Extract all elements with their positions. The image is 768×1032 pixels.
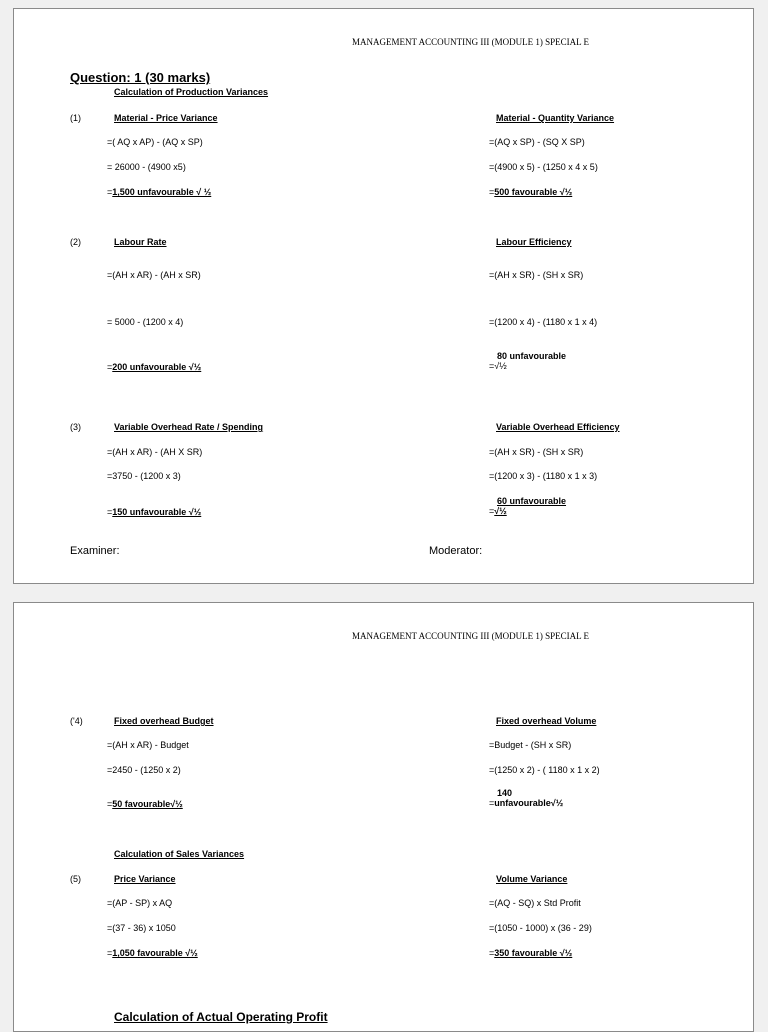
examiner-label: Examiner:	[70, 545, 120, 557]
calculation-line: =3750 - (1200 x 3)	[107, 471, 181, 481]
variance-result: =1,500 unfavourable √ ½	[107, 187, 212, 197]
formula-line: =(AH x SR) - (SH x SR)	[489, 447, 584, 457]
formula-line: =Budget - (SH x SR)	[489, 740, 572, 750]
calculation-line: =(4900 x 5) - (1250 x 4 x 5)	[489, 162, 598, 172]
variance-result: =50 favourable√½	[107, 799, 183, 809]
item-number: (2)	[70, 237, 81, 247]
moderator-label: Moderator:	[429, 545, 483, 557]
document-page-2	[13, 602, 754, 1032]
variance-result: 140 =unfavourable√½	[489, 788, 564, 808]
calculation-line: =(1200 x 4) - (1180 x 1 x 4)	[489, 317, 598, 327]
formula-line: =(AH x AR) - (AH X SR)	[107, 447, 203, 457]
variance-result: =1,050 favourable √½	[107, 948, 198, 958]
variance-result: =150 unfavourable √½	[107, 507, 202, 517]
variance-title: Volume Variance	[496, 874, 568, 884]
formula-line: =(AQ - SQ) x Std Profit	[489, 898, 581, 908]
formula-line: =(AP - SP) x AQ	[107, 898, 173, 908]
calculation-line: = 5000 - (1200 x 4)	[107, 317, 184, 327]
question-title: Question: 1 (30 marks)	[70, 70, 211, 85]
item-number: ('4)	[70, 716, 83, 726]
page-header: MANAGEMENT ACCOUNTING III (MODULE 1) SPECIAL E	[352, 631, 589, 641]
section-title: Calculation of Production Variances	[114, 87, 269, 97]
variance-title: Labour Efficiency	[496, 237, 572, 247]
item-number: (1)	[70, 113, 81, 123]
variance-title: Material - Price Variance	[114, 113, 218, 123]
variance-title: Material - Quantity Variance	[496, 113, 615, 123]
item-number: (3)	[70, 422, 81, 432]
variance-title: Price Variance	[114, 874, 176, 884]
variance-title: Labour Rate	[114, 237, 167, 247]
variance-title: Fixed overhead Volume	[496, 716, 597, 726]
item-number: (5)	[70, 874, 81, 884]
document-page-1	[13, 8, 754, 584]
calculation-line: =(37 - 36) x 1050	[107, 923, 176, 933]
variance-result: =350 favourable √½	[489, 948, 573, 958]
variance-result: 80 unfavourable =√½	[489, 351, 567, 371]
calculation-line: =2450 - (1250 x 2)	[107, 765, 181, 775]
formula-line: =(AH x SR) - (SH x SR)	[489, 270, 584, 280]
formula-line: =(AH x AR) - (AH x SR)	[107, 270, 201, 280]
calculation-line: = 26000 - (4900 x5)	[107, 162, 186, 172]
calculation-line: =(1200 x 3) - (1180 x 1 x 3)	[489, 471, 598, 481]
calculation-line: =(1050 - 1000) x (36 - 29)	[489, 923, 592, 933]
section-title: Calculation of Sales Variances	[114, 849, 245, 859]
section-title: Calculation of Actual Operating Profit	[114, 1010, 328, 1024]
variance-title: Fixed overhead Budget	[114, 716, 214, 726]
formula-line: =(AQ x SP) - (SQ X SP)	[489, 137, 585, 147]
variance-title: Variable Overhead Rate / Spending	[114, 422, 264, 432]
formula-line: =( AQ x AP) - (AQ x SP)	[107, 137, 203, 147]
variance-title: Variable Overhead Efficiency	[496, 422, 620, 432]
calculation-line: =(1250 x 2) - ( 1180 x 1 x 2)	[489, 765, 600, 775]
variance-result: =200 unfavourable √½	[107, 362, 202, 372]
page-header: MANAGEMENT ACCOUNTING III (MODULE 1) SPECIAL E	[352, 37, 589, 47]
variance-result: 60 unfavourable =√½	[489, 496, 567, 516]
variance-result: =500 favourable √½	[489, 187, 573, 197]
formula-line: =(AH x AR) - Budget	[107, 740, 189, 750]
